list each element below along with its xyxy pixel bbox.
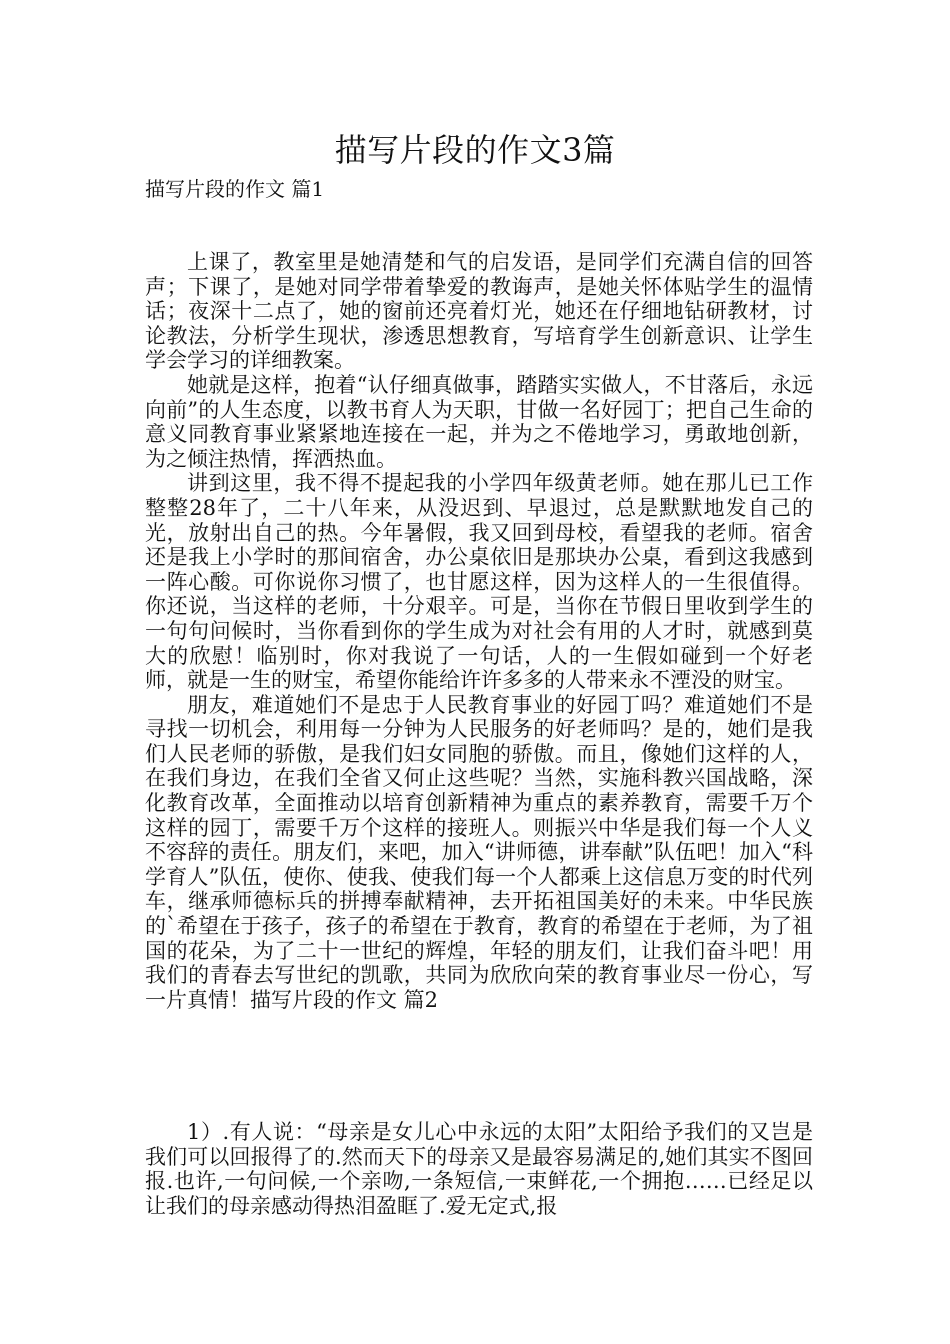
paragraph: 她就是这样，抱着“认仔细真做事，踏踏实实做人，不甘落后，永远向前”的人生态度，以教书育人为天职，甘做一名好园丁；把自己生命的意义同教育事业紧紧地连接在一起，并为之不倦地学习，勇敢地创新，为之倾注热情，挥洒热血。 bbox=[145, 372, 813, 471]
section-heading-1: 描写片段的作文 篇1 bbox=[145, 177, 325, 201]
paragraph: 上课了，教室里是她清楚和气的启发语，是同学们充满自信的回答声；下课了，是她对同学带着挚爱的教诲声，是她关怀体贴学生的温情话；夜深十二点了，她的窗前还亮着灯光，她还在仔细地钻研教材，讨论教法，分析学生现状，渗透思想教育，写培育学生创新意识、让学生学会学习的详细教案。 bbox=[145, 250, 813, 373]
paragraph: 1）.有人说：“母亲是女儿心中永远的太阳”太阳给予我们的又岂是我们可以回报得了的.然而天下的母亲又是最容易满足的,她们其实不图回报.也许,一句问候,一个亲吻,一条短信,一束鲜花,一个拥抱……已经足以让我们的母亲感动得热泪盈眶了.爱无定式,报 bbox=[145, 1120, 813, 1218]
section-2-body bbox=[145, 1120, 813, 1218]
section-1-body bbox=[145, 250, 813, 1012]
paragraph: 讲到这里，我不得不提起我的小学四年级黄老师。她在那儿已工作整整28年了，二十八年来，从没迟到、早退过，总是默默地发自己的光，放射出自己的热。今年暑假，我又回到母校，看望我的老师。宿舍还是我上小学时的那间宿舍，办公桌依旧是那块办公桌，看到这我感到一阵心酸。可你说你习惯了，也甘愿这样，因为这样人的一生很值得。你还说，当这样的老师，十分艰辛。可是，当你在节假日里收到学生的一句句问候时，当你看到你的学生成为对社会有用的人才时，就感到莫大的欣慰！临别时，你对我说了一句话，人的一生假如碰到一个好老师，就是一生的财宝，希望你能给许许多多的人带来永不湮没的财宝。 bbox=[145, 471, 813, 693]
paragraph: 朋友，难道她们不是忠于人民教育事业的好园丁吗？难道她们不是寻找一切机会，利用每一分钟为人民服务的好老师吗？是的，她们是我们人民老师的骄傲，是我们妇女同胞的骄傲。而且，像她们这样的人，在我们身边，在我们全省又何止这些呢？当然，实施科教兴国战略，深化教育改革，全面推动以培育创新精神为重点的素养教育，需要千万个这样的园丁，需要千万个这样的接班人。则振兴中华是我们每一个人义不容辞的责任。朋友们，来吧，加入“讲师德，讲奉献”队伍吧！加入“科学育人”队伍，使你、使我、使我们每一个人都乘上这信息万变的时代列车，继承师德标兵的拼搏奉献精神，去开拓祖国美好的未来。中华民族的`希望在于孩子，孩子的希望在于教育，教育的希望在于老师，为了祖国的花朵，为了二十一世纪的辉煌，年轻的朋友们，让我们奋斗吧！用我们的青春去写世纪的凯歌，共同为欣欣向荣的教育事业尽一份心，写一片真情！描写片段的作文 篇2 bbox=[145, 692, 813, 1012]
document-title: 描写片段的作文3篇 bbox=[334, 131, 616, 169]
